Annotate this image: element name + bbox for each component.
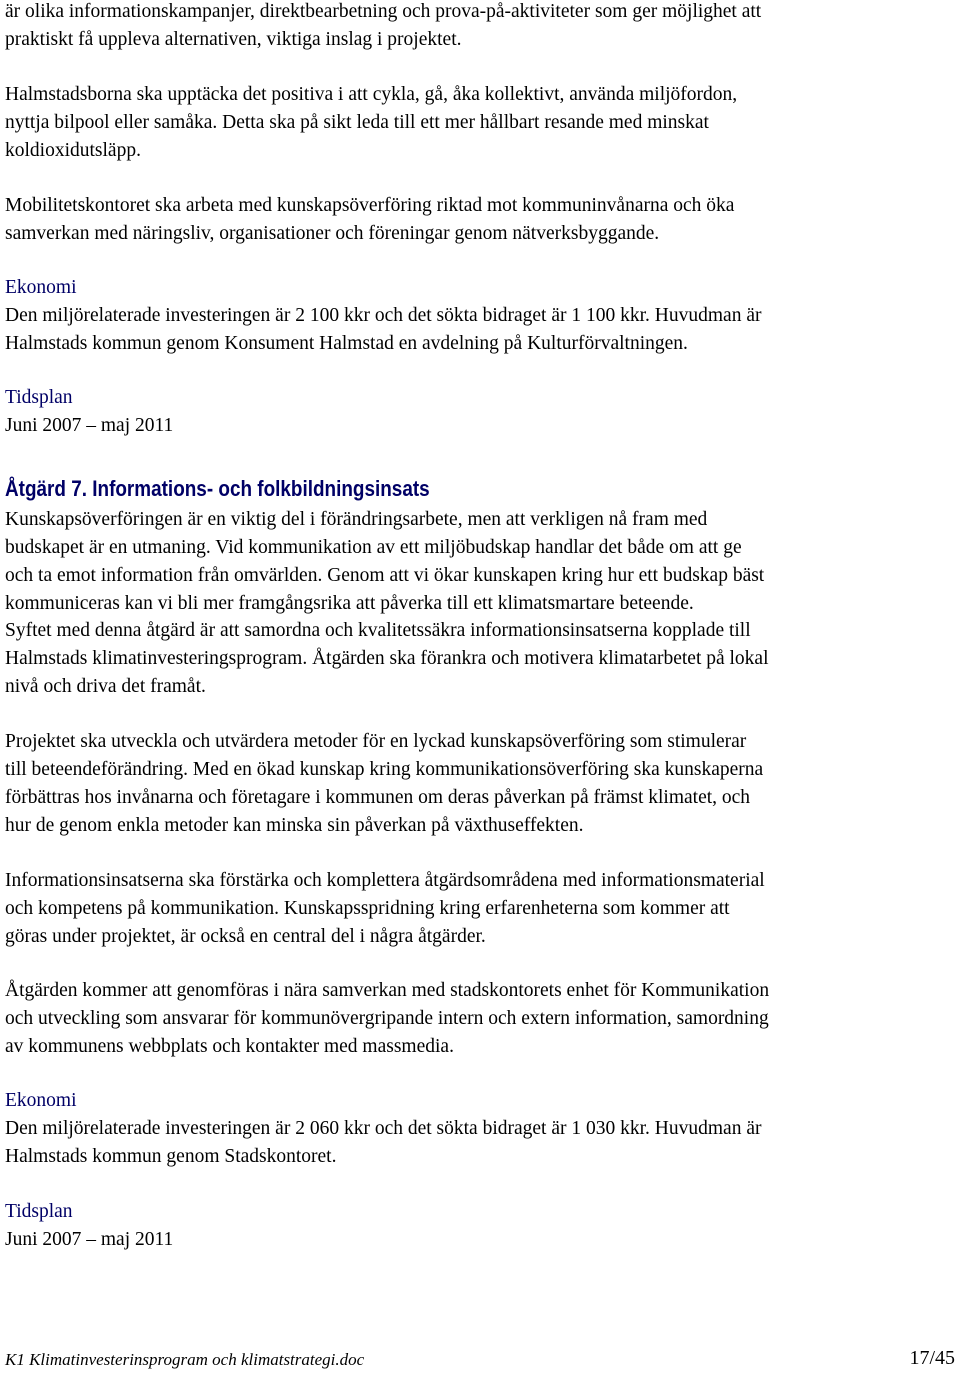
timeline-heading: Tidsplan — [5, 1201, 73, 1222]
paragraph-line: är olika informationskampanjer, direktbearbetning och prova-på-aktiviteter som ger möjlighet att — [5, 1, 762, 22]
paragraph-line: och utveckling som ansvarar för kommunövergripande intern och extern information, samordning — [5, 1008, 769, 1029]
paragraph-line: Halmstads klimatinvesteringsprogram. Åtgärden ska förankra och motivera klimatarbetet på lokal — [5, 648, 769, 669]
paragraph-line: koldioxidutsläpp. — [5, 140, 141, 161]
paragraph-line: praktiskt få uppleva alternativen, viktiga inslag i projektet. — [5, 29, 462, 50]
paragraph-line: av kommunens webbplats och kontakter med massmedia. — [5, 1036, 454, 1057]
paragraph-line: Halmstads kommun genom Konsument Halmstad en avdelning på Kulturförvaltningen. — [5, 333, 688, 354]
economy-heading: Ekonomi — [5, 1090, 77, 1111]
paragraph-line: göras under projektet, är också en central del i några åtgärder. — [5, 926, 486, 947]
paragraph-line: Halmstadsborna ska upptäcka det positiva i att cykla, gå, åka kollektivt, använda miljöfordon, — [5, 84, 738, 105]
paragraph-line: Projektet ska utveckla och utvärdera metoder för en lyckad kunskapsöverföring som stimulerar — [5, 731, 747, 752]
paragraph-line: Halmstads kommun genom Stadskontoret. — [5, 1146, 337, 1167]
footer-document-name: K1 Klimatinvesterinsprogram och klimatstrategi.doc — [5, 1350, 365, 1369]
economy-heading: Ekonomi — [5, 277, 77, 298]
section-title: Åtgärd 7. Informations- och folkbildningsinsats — [5, 476, 430, 501]
paragraph-line: Mobilitetskontoret ska arbeta med kunskapsöverföring riktad mot kommuninvånarna och öka — [5, 195, 735, 216]
paragraph-line: och ta emot information från omvärlden. Genom att vi ökar kunskapen kring hur ett budskap bäst — [5, 565, 765, 586]
paragraph-line: Den miljörelaterade investeringen är 2 060 kkr och det sökta bidraget är 1 030 kkr. Huvudman är — [5, 1118, 762, 1139]
timeline-text: Juni 2007 – maj 2011 — [5, 415, 174, 436]
paragraph-line: samverkan med näringsliv, organisationer och föreningar genom nätverksbyggande. — [5, 223, 660, 244]
paragraph-line: Den miljörelaterade investeringen är 2 100 kkr och det sökta bidraget är 1 100 kkr. Huvudman är — [5, 305, 762, 326]
paragraph-line: och kompetens på kommunikation. Kunskapsspridning kring erfarenheterna som kommer att — [5, 898, 730, 919]
paragraph-line: Syftet med denna åtgärd är att samordna och kvalitetssäkra informationsinsatserna kopplade till — [5, 620, 751, 641]
paragraph-line: kommuniceras kan vi bli mer framgångsrika att påverka till ett klimatsmartare beteende. — [5, 593, 694, 614]
footer-page-number: 17/45 — [909, 1347, 955, 1369]
timeline-text: Juni 2007 – maj 2011 — [5, 1229, 174, 1250]
paragraph-line: nivå och driva det framåt. — [5, 676, 206, 697]
paragraph-line: Informationsinsatserna ska förstärka och komplettera åtgärdsområdena med informationsmaterial — [5, 870, 765, 891]
paragraph-line: hur de genom enkla metoder kan minska sin påverkan på växthuseffekten. — [5, 815, 584, 836]
paragraph-line: förbättras hos invånarna och företagare i kommunen om deras påverkan på främst klimatet, och — [5, 787, 751, 808]
paragraph-line: Kunskapsöverföringen är en viktig del i förändringsarbete, men att verkligen nå fram med — [5, 509, 708, 530]
timeline-heading: Tidsplan — [5, 387, 73, 408]
paragraph-line: till beteendeförändring. Med en ökad kunskap kring kommunikationsöverföring ska kunskaperna — [5, 759, 764, 780]
paragraph-line: Åtgärden kommer att genomföras i nära samverkan med stadskontorets enhet för Kommunikation — [5, 980, 770, 1001]
paragraph-line: nyttja bilpool eller samåka. Detta ska på sikt leda till ett mer hållbart resande med minskat — [5, 112, 709, 133]
paragraph-line: budskapet är en utmaning. Vid kommunikation av ett miljöbudskap handlar det både om att ge — [5, 537, 742, 558]
